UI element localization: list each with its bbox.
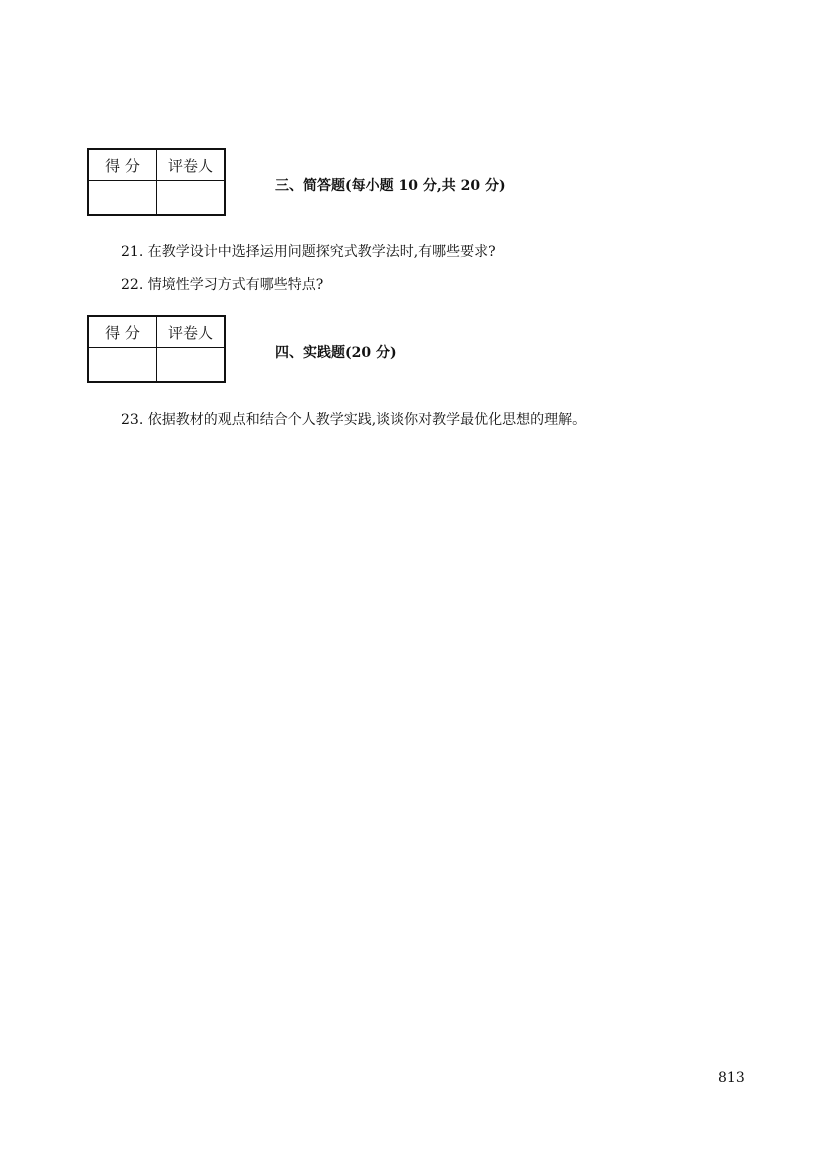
question-21: 21. 在教学设计中选择运用问题探究式教学法时,有哪些要求? <box>121 244 496 260</box>
grader-cell[interactable] <box>157 181 226 216</box>
section-3-heading: 三、简答题(每小题 10 分,共 20 分) <box>275 178 506 194</box>
score-cell[interactable] <box>88 181 157 216</box>
section-4-heading: 四、实践题(20 分) <box>275 345 397 361</box>
question-22: 22. 情境性学习方式有哪些特点? <box>121 277 324 293</box>
grader-label: 评卷人 <box>157 149 226 181</box>
score-box-section-4 <box>87 315 226 383</box>
grader-cell[interactable] <box>157 348 226 383</box>
grader-label: 评卷人 <box>157 316 226 348</box>
page-number: 813 <box>718 1070 745 1086</box>
question-23: 23. 依据教材的观点和结合个人教学实践,谈谈你对教学最优化思想的理解。 <box>121 412 587 428</box>
score-cell[interactable] <box>88 348 157 383</box>
score-box-section-3 <box>87 148 226 216</box>
score-label: 得 分 <box>88 316 157 348</box>
score-label: 得 分 <box>88 149 157 181</box>
